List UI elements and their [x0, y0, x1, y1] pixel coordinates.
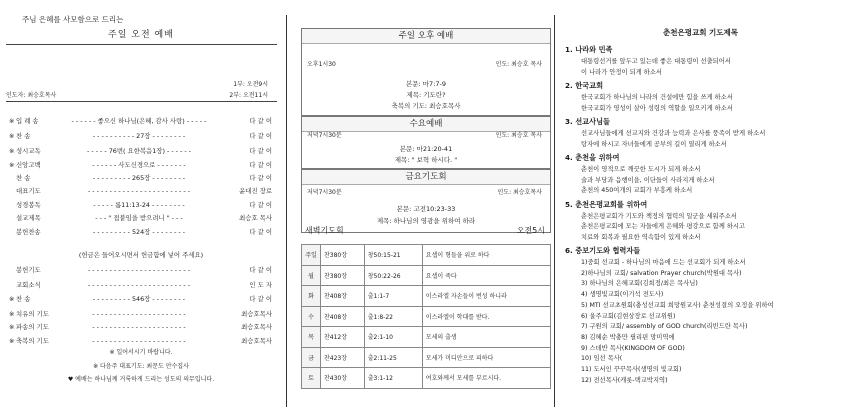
dawn-prayer-title: 새벽기도회: [305, 226, 344, 235]
divider: [6, 44, 277, 45]
order-item-name: 찬 송: [16, 295, 31, 303]
order-item-leader: 최승호목사: [241, 310, 272, 318]
schedule-hymn: 찬380장: [321, 265, 365, 286]
order-item: [0, 186, 282, 197]
order-item-name: 설교제목: [16, 214, 41, 222]
prayer-section-heading: 2. 한국교회: [565, 81, 604, 90]
schedule-day: 토: [302, 368, 321, 389]
prayer-item: 4) 생명빛교회(이기석 전도사): [581, 291, 664, 299]
prayer-item: 5) MTI 선교초원회(충성선교회 희망원교사) 춘천성결의 오정을 위하여: [581, 301, 774, 309]
morning-service-title: 주일 오전 예배: [108, 30, 174, 40]
order-item-name: 성시교독: [16, 147, 41, 155]
order-item-name: 찬 송: [16, 174, 31, 182]
order-item-leader: 다 같 이: [249, 228, 272, 236]
schedule-hymn: 찬408장: [321, 306, 365, 327]
order-item-content: - - - - - - 좋으신 하나님(은혜, 감사 사랑) - - - - -: [71, 117, 207, 125]
schedule-row: [302, 327, 551, 348]
order-item: [0, 131, 282, 142]
box-title: 수요예배: [302, 117, 550, 132]
order-item-content: - - - - - 76번( 요한복음1장) - - - - - -: [87, 147, 191, 155]
prayer-section-heading: 4. 춘천을 위하여: [565, 153, 620, 162]
order-item-name: 봉헌찬송: [16, 228, 41, 236]
column-divider: [554, 15, 555, 407]
sermon-title: 제목: " 보혁 하시다. ": [394, 156, 458, 164]
prayer-item: 선교사님들에게 선교지와 건강과 능력과 은사를 풍족이 받게 하소서: [581, 130, 766, 137]
box-title: 금요기도회: [302, 170, 550, 185]
stand-marker: ※: [9, 147, 15, 155]
order-item-leader: 다 같 이: [249, 295, 272, 303]
friday-prayer-box: [301, 169, 551, 233]
scripture: 본문: 마21:20-41: [399, 145, 453, 153]
order-item: [0, 309, 282, 320]
prayer-item: 9) 스데반 목사(KINGDOM OF GOD): [581, 344, 685, 352]
order-item-content: - - - - - - - - - - - - - - - - - - - - - - - -: [87, 281, 191, 289]
service-leader: 인도: 최승호목사: [497, 189, 542, 196]
order-item: [0, 227, 282, 238]
sermon-title: 제목: 하나님의 영광을 위하여 하라: [376, 217, 476, 225]
order-item-leader: 다 같 이: [249, 132, 272, 140]
order-item-content: - - - - - - - - - - - - - - - - - - - - - - - -: [87, 187, 191, 195]
schedule-scripture: 출1:1-7: [364, 286, 422, 307]
order-item: [0, 146, 282, 157]
order-item-name: 축복의 기도: [16, 337, 49, 345]
order-item-content: - - - - - 롬11:13-24 - - - - - - - -: [93, 201, 185, 209]
schedule-topic: 여호와께서 모세를 부르시다.: [422, 368, 550, 389]
schedule-day: 목: [302, 327, 321, 348]
stand-marker: ※: [9, 161, 15, 169]
order-item-name: 성경봉독: [16, 201, 41, 209]
schedule-day: 주일: [302, 245, 321, 266]
order-item: [0, 173, 282, 184]
schedule-hymn: 찬408장: [321, 286, 365, 307]
prayer-section-heading: 1. 나라와 민족: [565, 45, 613, 54]
order-item-leader: 다 같 이: [249, 174, 272, 182]
scripture: 본문: 고전10:23-33: [396, 205, 456, 213]
schedule-scripture: 출2:1-10: [364, 327, 422, 348]
order-item-leader: 인 도 자: [249, 281, 272, 289]
service-leader: 인도자: 최승호목사: [6, 92, 57, 99]
schedule-day: 금: [302, 347, 321, 368]
order-item-content: - - - - - - - - - - - - - - - - - - - - - -: [92, 337, 186, 345]
schedule-day: 수: [302, 306, 321, 327]
order-item-name: 봉헌기도: [16, 266, 41, 274]
order-item-content: - - - - - - - - - 546장 - - - - - - - -: [92, 295, 186, 303]
prayer-section-heading: 3. 선교사님들: [565, 117, 610, 126]
next-prayer-note: ※ 다음주 대표기도: 최문도 안수집사: [93, 363, 189, 370]
benediction: 축복의 기도: 최승호목사: [391, 102, 461, 110]
divider: [6, 101, 277, 102]
standing-note: ※ 일어서시기 바랍니다.: [109, 349, 173, 356]
schedule-hymn: 찬412장: [321, 327, 365, 348]
schedule-hymn: 찬380장: [321, 245, 365, 266]
order-item-leader: 최승호목사: [241, 337, 272, 345]
dawn-prayer-schedule: [301, 244, 551, 389]
prayer-item: 11) 도서인 꾸꾸목사(생명의 빛교회): [581, 366, 682, 373]
order-item-content: - - - - - - - - - - - - - - - - - - - - - -: [92, 323, 186, 331]
order-item-name: 치유의 기도: [16, 310, 49, 318]
morning-service-panel: [0, 0, 282, 411]
order-item: [0, 250, 282, 261]
prayer-item: 1)중회 선교회 - 하나님의 마음에 드는 선교회가 되게 하소서: [581, 259, 746, 266]
stand-marker: ※: [9, 337, 15, 345]
service-intro-line: 주님 은혜를 사모함으로 드리는: [22, 15, 124, 24]
prayer-item: 탕자에 하시고 자녀들에게 공부의 길이 열리게 하소서: [581, 140, 727, 148]
prayer-item: 이 나라가 안정이 되게 하소서: [581, 68, 662, 76]
order-item-content: - - - - - - - - - 265장 - - - - - - - -: [92, 174, 186, 182]
sunday-afternoon-box: [301, 28, 551, 116]
prayer-item: 12) 전선목사(캐롯-택교박지역): [581, 376, 668, 384]
prayer-item: 춘천의 450여개의 교회가 부흥케 하소서: [581, 187, 693, 194]
schedule-topic: 모세의 출생: [422, 327, 550, 348]
order-item: [0, 265, 282, 276]
stand-marker: ※: [9, 295, 15, 303]
sermon-title: 제목: 기도란?: [406, 91, 446, 99]
schedule-row: [302, 286, 551, 307]
prayer-item: 춘천은평교회에 모는 자들에게 은혜와 평강으로 함께 하시고: [581, 223, 746, 230]
schedule-scripture: 창50:15-21: [364, 245, 422, 266]
schedule-scripture: 출3:1-12: [364, 368, 422, 389]
schedule-topic: 요셉이 형들을 위로 하다: [422, 245, 550, 266]
schedule-hymn: 찬430장: [321, 368, 365, 389]
order-item-content: - - - - - - 사도신경으로 - - - - - - -: [92, 161, 186, 169]
prayer-item: 10) 임선 목사(: [581, 355, 623, 363]
stand-marker: ※: [9, 132, 15, 140]
prayer-item: 한국교회가 하나님의 나라의 건설에만 힘을 쓰게 하소서: [581, 94, 733, 101]
order-item: [0, 116, 282, 127]
prayer-item: 3) 하나님의 은혜교회(김희정/최은 목사님): [581, 280, 698, 288]
scripture: 본문: 마7:7-9: [405, 80, 447, 88]
schedule-row: [302, 347, 551, 368]
order-item: [0, 336, 282, 347]
prayer-item: 치료와 회복과 필요한 역속함이 있게 하소서: [581, 233, 701, 241]
service-time: 오후1시30: [307, 61, 336, 68]
prayer-item: 6) 울주교회(김현상장로 선교위원): [581, 312, 676, 320]
prayer-item: 대통령선거를 앞두고 있는데 좋은 대통령이 선출되어서: [581, 58, 731, 65]
prayer-item: 술과 부당과 음행이을, 이단들이 사라지게 하소서: [581, 176, 715, 184]
order-item-content: - - - " 접붙임을 받으려니 " - - -: [95, 214, 183, 222]
order-item-name: 신앙고백: [16, 161, 41, 169]
order-item-name: 교회소식: [16, 281, 41, 289]
order-item-leader: 다 같 이: [249, 266, 272, 274]
prayer-item: 한국교회가 영성이 살아 성령의 역할을 일으키게 하소서: [581, 104, 733, 112]
prayer-item: 춘천은평교회가 기도와 책정의 협력의 일군을 세워주소서: [581, 212, 737, 220]
order-item: [0, 294, 282, 305]
order-item-content: - - - - - - - - - - - - - - - - - - - - - -: [92, 310, 186, 318]
prayer-item: 춘천이 영적으로 깨끗한 도시가 되게 하소서: [581, 166, 701, 173]
dawn-prayer-time: 오전5시: [516, 226, 545, 235]
order-item-name: 찬 송: [16, 132, 31, 140]
box-title: 주일 오후 예배: [302, 29, 550, 44]
order-item-leader: 다 같 이: [249, 117, 272, 125]
schedule-scripture: 출2:11-25: [364, 347, 422, 368]
order-item-leader: 최승호목사: [241, 323, 272, 331]
order-item: [0, 213, 282, 224]
order-item-name: 입 례 송: [16, 117, 39, 125]
order-item: [0, 322, 282, 333]
prayer-topics-panel: [556, 0, 845, 411]
order-item-leader: 최승호 목사: [239, 214, 272, 222]
schedule-day: 화: [302, 286, 321, 307]
column-divider: [286, 15, 287, 407]
schedule-scripture: 출1:8-22: [364, 306, 422, 327]
order-item-leader: 다 같 이: [249, 161, 272, 169]
prayer-item: 2)하나님의 교회/ salvation Prayer church(박원대 목사): [581, 269, 742, 277]
worship-duty-note: ♥ 예배는 하나님께 거룩하게 드리는 성도의 의무입니다.: [67, 376, 215, 383]
order-item: [0, 160, 282, 171]
stand-marker: ※: [9, 310, 15, 318]
schedule-row: [302, 368, 551, 389]
weekday-services-panel: [301, 0, 551, 411]
schedule-hymn: 찬423장: [321, 347, 365, 368]
order-item: [0, 200, 282, 211]
prayer-item: 8) 김혜순 박충만 필리핀 망미역에: [581, 333, 675, 341]
schedule-topic: 이스라엘이 학대를 받다.: [422, 306, 550, 327]
order-item-name: 파송의 기도: [16, 323, 49, 331]
order-item-content: - - - - - - - - - 524장 - - - - - - - -: [92, 228, 186, 236]
schedule-row: [302, 245, 551, 266]
order-item-content: (헌금은 들어오시면서 헌금함에 넣어 주세요): [78, 251, 204, 259]
order-item-content: - - - - - - - - - - - - - - - - - - - - - - - -: [87, 266, 191, 274]
prayer-section-heading: 6. 중보기도와 협력자들: [565, 246, 641, 255]
order-item-leader: 다 같 이: [249, 201, 272, 209]
order-item: [0, 280, 282, 291]
schedule-topic: 모세가 미디안으로 피하다: [422, 347, 550, 368]
service-leader: 인도: 최승호 목사: [495, 132, 542, 139]
order-item-leader: 윤대진 장로: [239, 187, 272, 195]
prayer-section-heading: 5. 춘천은평교회를 위하여: [565, 199, 648, 209]
order-item-leader: 다 같 이: [249, 147, 272, 155]
second-service-time: 2부: 오전11시: [229, 92, 268, 99]
prayer-topics-title: 춘천은평교회 기도제목: [662, 28, 739, 37]
schedule-topic: 요셉이 죽다: [422, 265, 550, 286]
service-time: 저녁7시30분: [307, 189, 342, 196]
first-service-time: 1부: 오전9시: [233, 81, 268, 88]
prayer-item: 7) 구원의 교회/ assembly of GOD church(리빈드란 목사): [581, 323, 748, 331]
stand-marker: ※: [9, 117, 15, 125]
schedule-row: [302, 306, 551, 327]
order-item-name: 대표기도: [16, 187, 41, 195]
schedule-day: 월: [302, 265, 321, 286]
schedule-topic: 이스라엘 자손들이 번성 하니라: [422, 286, 550, 307]
service-leader: 인도: 최승호 목사: [495, 61, 542, 68]
wednesday-service-box: [301, 116, 551, 169]
order-item-content: - - - - - - - - - - 27장 - - - - - - - -: [92, 132, 186, 140]
schedule-row: [302, 265, 551, 286]
service-time: 저녁7시30분: [307, 132, 342, 139]
stand-marker: ※: [9, 323, 15, 331]
schedule-scripture: 창50:22-26: [364, 265, 422, 286]
